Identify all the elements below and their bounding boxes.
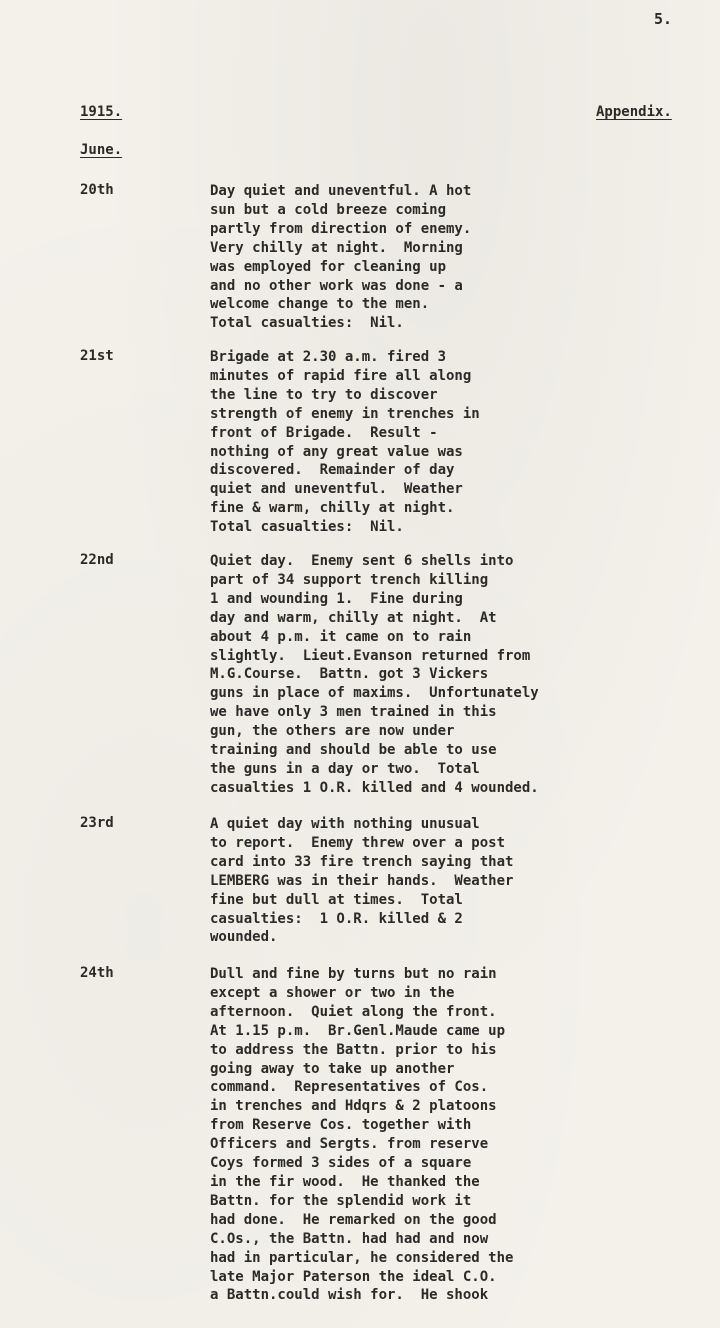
entry-line: fine but dull at times. Total	[210, 891, 463, 908]
entry-line: casualties 1 O.R. killed and 4 wounded.	[210, 779, 539, 796]
entry-line: the guns in a day or two. Total	[210, 760, 480, 777]
entry-line: LEMBERG was in their hands. Weather	[210, 872, 514, 889]
entry-line: a Battn.could wish for. He shook	[210, 1287, 489, 1304]
entry-line: about 4 p.m. it came on to rain	[210, 628, 472, 645]
entry-line: Quiet day. Enemy sent 6 shells into	[210, 553, 514, 569]
entry-line: from Reserve Cos. together with	[210, 1117, 472, 1134]
entry-line: discovered. Remainder of day	[210, 462, 455, 479]
entry-line: Total casualties: Nil.	[210, 519, 404, 536]
entry-line: fine & warm, chilly at night.	[210, 500, 455, 517]
page-number: 5.	[654, 10, 673, 28]
entry-line: quiet and uneventful. Weather	[210, 481, 463, 498]
entry-line: afternoon. Quiet along the front.	[210, 1003, 497, 1020]
entry-line: except a shower or two in the	[210, 984, 455, 1001]
entry-line: Day quiet and uneventful. A hot	[210, 183, 472, 199]
entry-line: card into 33 fire trench saying that	[210, 853, 514, 870]
entry-text	[210, 552, 710, 798]
entry-line: guns in place of maxims. Unfortunately	[210, 685, 539, 702]
entry-date: 20th	[80, 182, 114, 198]
entry-line: in trenches and Hdqrs & 2 platoons	[210, 1098, 497, 1115]
entry-line: strength of enemy in trenches in	[210, 405, 480, 422]
entry-line: was employed for cleaning up	[210, 258, 447, 275]
entry-line: had done. He remarked on the good	[210, 1211, 497, 1228]
entry-line: minutes of rapid fire all along	[210, 367, 472, 384]
entry-text	[210, 182, 710, 333]
entry-line: front of Brigade. Result -	[210, 424, 438, 441]
entry-date: 24th	[80, 965, 114, 981]
entry-line: Battn. for the splendid work it	[210, 1192, 472, 1209]
entry-line: in the fir wood. He thanked the	[210, 1173, 480, 1190]
entry-line: had in particular, he considered the	[210, 1249, 514, 1266]
entry-line: part of 34 support trench killing	[210, 571, 489, 588]
entry-line: late Major Paterson the ideal C.O.	[210, 1268, 497, 1285]
entry-line: gun, the others are now under	[210, 723, 455, 740]
entry-line: sun but a cold breeze coming	[210, 201, 447, 218]
entry-line: and no other work was done - a	[210, 277, 463, 294]
entry-line: training and should be able to use	[210, 742, 497, 759]
entry-line: Total casualties: Nil.	[210, 315, 404, 332]
entry-line: nothing of any great value was	[210, 443, 463, 460]
entry-line: Dull and fine by turns but no rain	[210, 966, 497, 982]
entry-line: command. Representatives of Cos.	[210, 1079, 489, 1096]
entry-date: 22nd	[80, 552, 114, 568]
entry-line: slightly. Lieut.Evanson returned from	[210, 647, 531, 664]
entry-line: to address the Battn. prior to his	[210, 1041, 497, 1058]
entry-line: to report. Enemy threw over a post	[210, 834, 506, 851]
entry-line: partly from direction of enemy.	[210, 220, 472, 237]
year-heading: 1915.	[80, 104, 123, 120]
entry-line: wounded.	[210, 929, 278, 946]
appendix-heading: Appendix.	[596, 104, 672, 120]
entry-text	[210, 965, 710, 1305]
entry-line: casualties: 1 O.R. killed & 2	[210, 910, 463, 927]
entry-line: Officers and Sergts. from reserve	[210, 1136, 489, 1153]
entry-date: 23rd	[80, 815, 114, 831]
entry-line: C.Os., the Battn. had had and now	[210, 1230, 489, 1247]
entry-line: Very chilly at night. Morning	[210, 239, 463, 256]
entry-line: A quiet day with nothing unusual	[210, 816, 480, 832]
entry-line: the line to try to discover	[210, 386, 438, 403]
entry-line: day and warm, chilly at night. At	[210, 609, 497, 626]
entry-line: Coys formed 3 sides of a square	[210, 1155, 472, 1172]
entry-line: M.G.Course. Battn. got 3 Vickers	[210, 666, 489, 683]
entry-line: Brigade at 2.30 a.m. fired 3	[210, 349, 447, 365]
entry-text	[210, 815, 710, 947]
entry-line: 1 and wounding 1. Fine during	[210, 590, 463, 607]
entry-line: going away to take up another	[210, 1060, 455, 1077]
entry-date: 21st	[80, 348, 114, 364]
entry-text	[210, 348, 710, 537]
month-heading: June.	[80, 142, 123, 158]
entry-line: At 1.15 p.m. Br.Genl.Maude came up	[210, 1022, 506, 1039]
entry-line: we have only 3 men trained in this	[210, 704, 497, 721]
entry-line: welcome change to the men.	[210, 296, 430, 313]
